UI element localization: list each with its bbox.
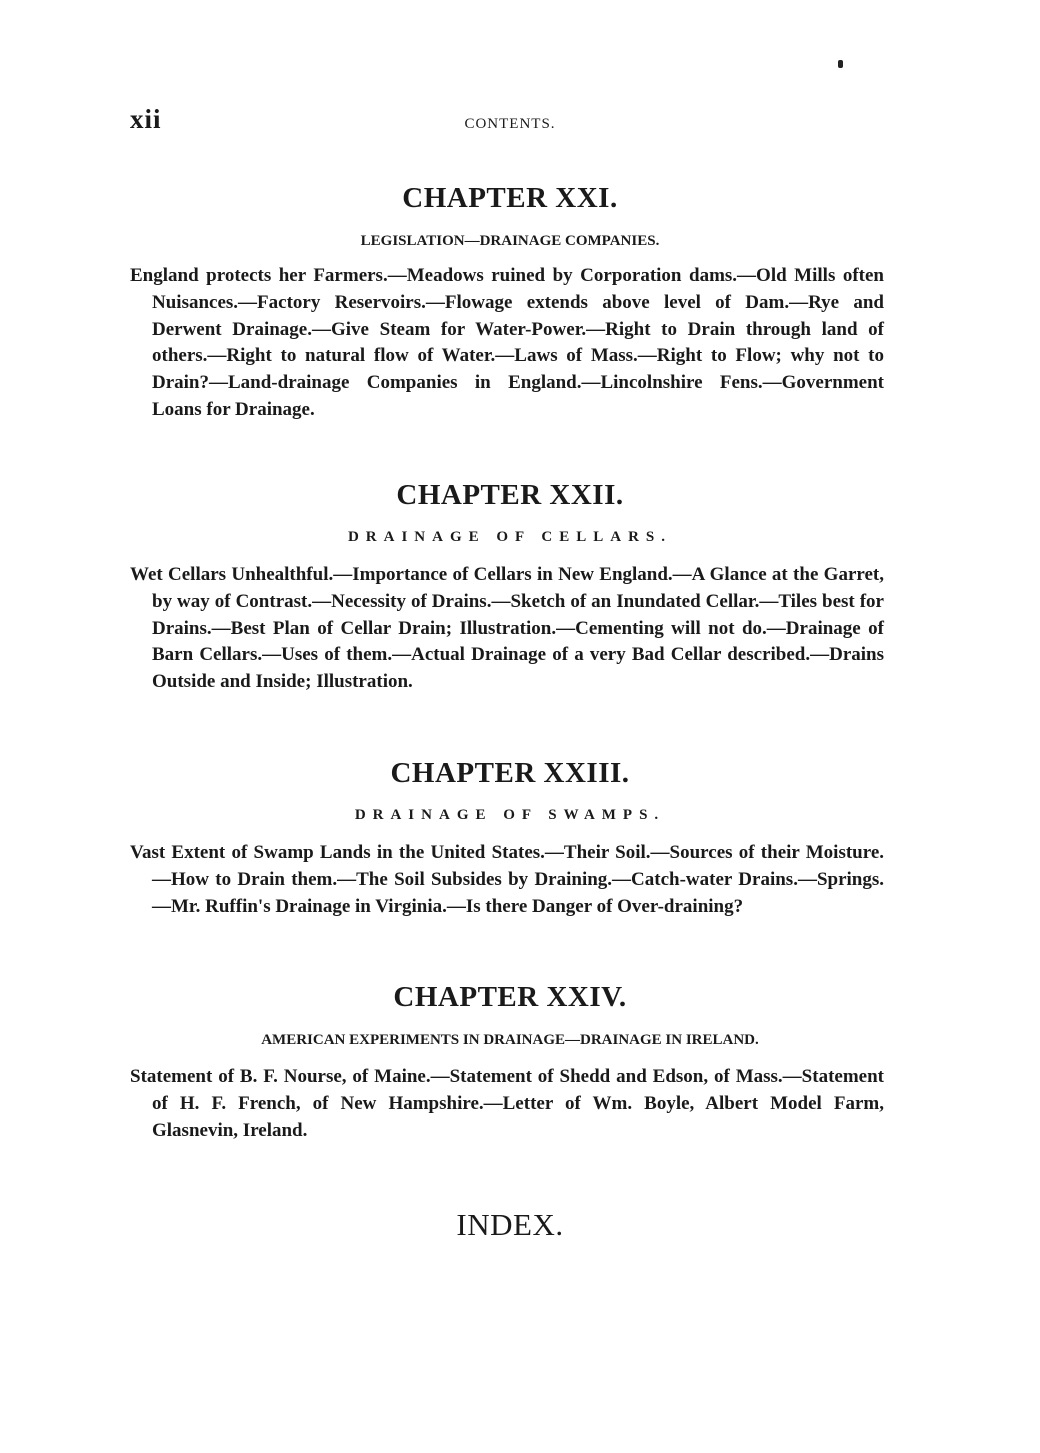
chapter-title: CHAPTER XXIV. [393,981,627,1013]
chapter-summary: Wet Cellars Unhealthful.—Importance of Cellars in New England.—A Glance at the Garret, by way of Contrast.—Necessity of Drains.—Sketch of an Inundated Cellar.—Tiles best for Drains.—Best Plan of Cellar Drain; Illustration.—Cementing will not do.—Drainage of Barn Cellars.—Uses of them.—Actual Drainage of a very Bad Cellar described.—Drains Outside and Inside; Illustration. [130,564,884,693]
chapter-section [0,756,1040,920]
chapter-section [0,181,1040,424]
chapter-summary: Statement of B. F. Nourse, of Maine.—Statement of Shedd and Edson, of Mass.—Statement of H. F. French, of New Hampshire.—Letter of Wm. Boyle, Albert Model Farm, Glasnevin, Ireland. [130,1066,884,1141]
chapter-subtitle: DRAINAGE OF CELLARS. [347,529,673,545]
chapter-title: CHAPTER XXIII. [390,757,630,789]
chapter-title: CHAPTER XXI. [402,182,618,214]
chapter-subtitle: DRAINAGE OF SWAMPS. [354,807,666,823]
chapter-section [0,478,1040,696]
chapter-summary: England protects her Farmers.—Meadows ruined by Corporation dams.—Old Mills often Nuisances.—Factory Reservoirs.—Flowage extends above level of Dam.—Rye and Derwent Drainage.—Give Steam for Water-Power.—Right to Drain through land of others.—Right to natural flow of Water.—Laws of Mass.—Right to Flow; why not to Drain?—Land-drainage Companies in England.—Lincolnshire Fens.—Government Loans for Drainage. [130,265,884,420]
chapter-section [0,980,1040,1144]
chapter-subtitle: AMERICAN EXPERIMENTS IN DRAINAGE—DRAINAGE IN IRELAND. [261,1032,759,1048]
ink-speck [838,60,843,68]
chapter-subtitle: LEGISLATION—DRAINAGE COMPANIES. [360,233,660,249]
chapter-summary: Vast Extent of Swamp Lands in the United States.—Their Soil.—Sources of their Moisture.—How to Drain them.—The Soil Subsides by Draining.—Catch-water Drains.—Springs.—Mr. Ruffin's Drainage in Virginia.—Is there Danger of Over-draining? [130,842,884,917]
chapter-title: CHAPTER XXII. [396,479,624,511]
index-heading: INDEX. [456,1207,564,1242]
page-number: xii [130,104,162,134]
running-head: CONTENTS. [464,116,556,132]
